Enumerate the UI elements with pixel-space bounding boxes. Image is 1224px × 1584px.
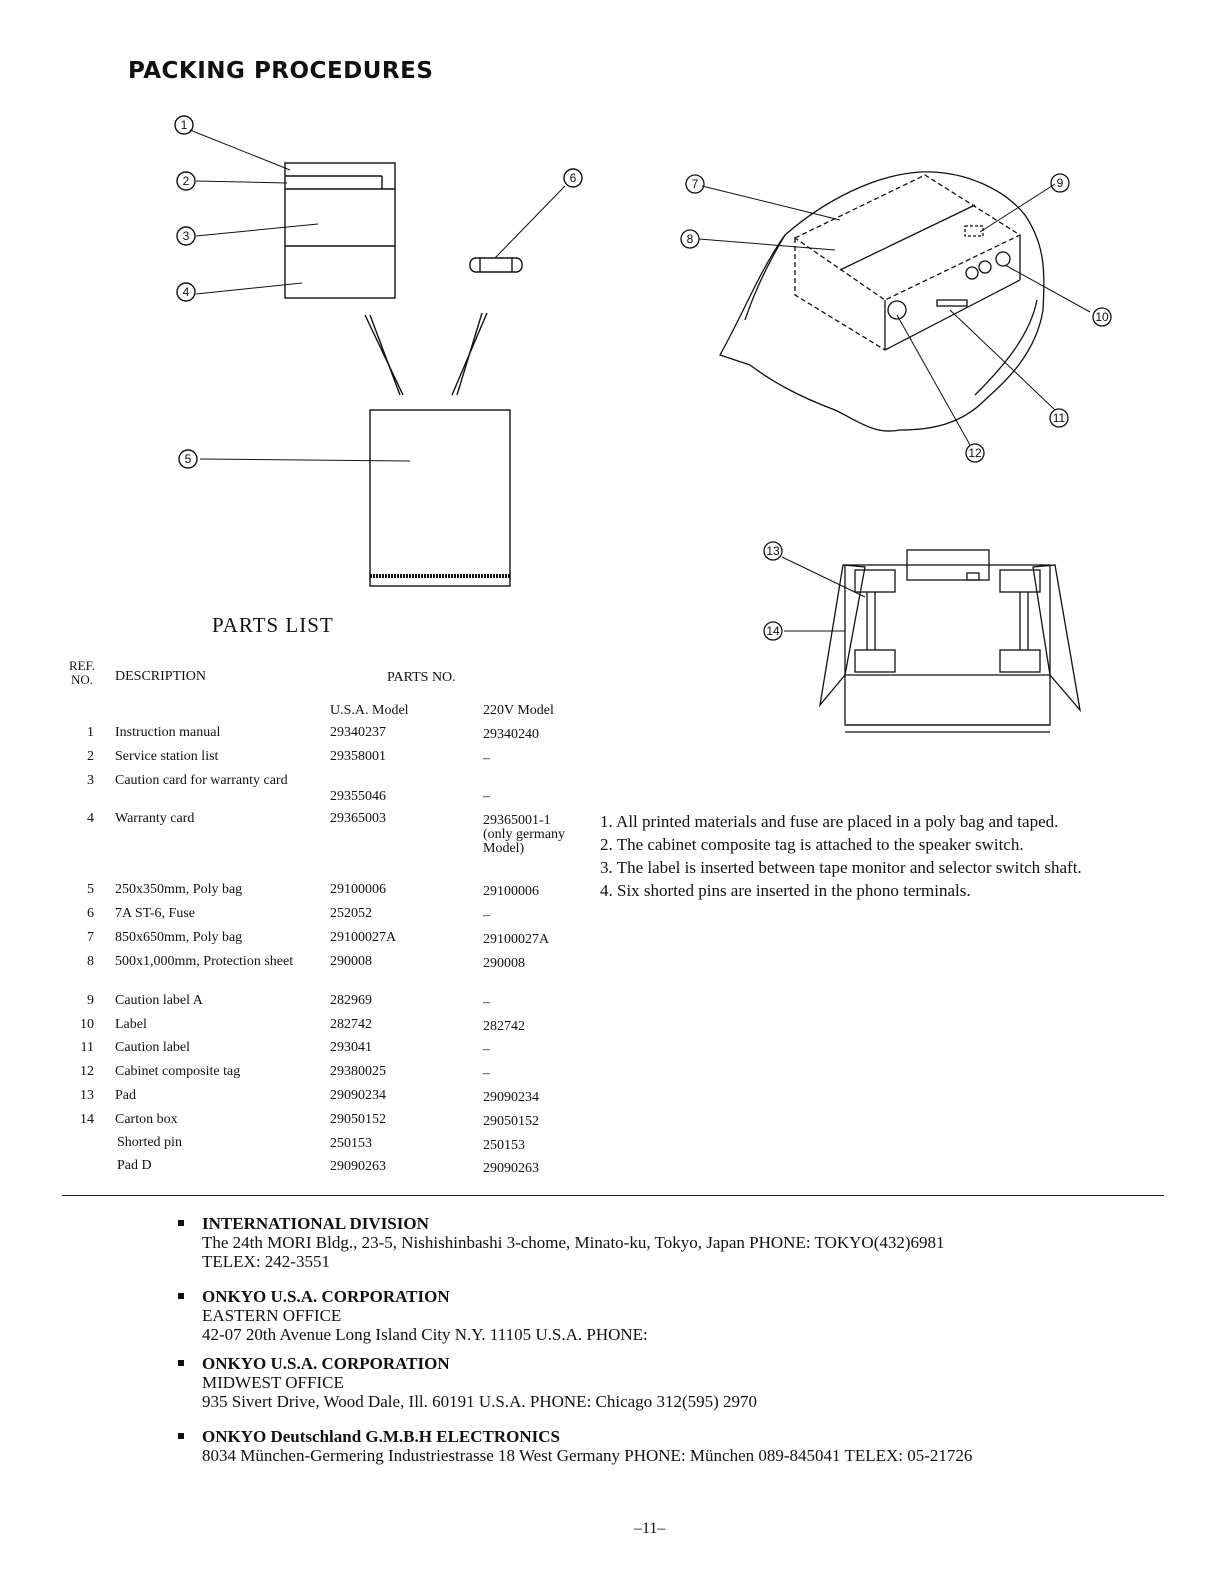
row-description: 500x1,000mm, Protection sheet — [115, 954, 294, 969]
row-ref: 7 — [87, 930, 94, 945]
row-usa-part: 290008 — [330, 954, 372, 969]
bullet-icon — [178, 1360, 184, 1366]
row-220v-part: 29050152 — [483, 1114, 539, 1129]
page-number: –11– — [634, 1520, 666, 1537]
callout-7: 7 — [691, 177, 699, 191]
callout-9: 9 — [1056, 176, 1064, 190]
address-germany — [178, 1427, 972, 1465]
row-usa-part: 252052 — [330, 906, 372, 921]
row-220v-part: 282742 — [483, 1019, 525, 1034]
callout-10: 10 — [1095, 310, 1109, 324]
row-usa-part: 29358001 — [330, 749, 386, 764]
row-ref: 6 — [87, 906, 94, 921]
address-name: INTERNATIONAL DIVISION — [202, 1214, 429, 1233]
row-ref: 4 — [87, 811, 94, 826]
row-220v-part: – — [483, 908, 490, 923]
usa-model-column-header: U.S.A. Model — [330, 703, 409, 718]
carton-box-diagram — [755, 535, 1090, 740]
row-description: Caution label A — [115, 993, 203, 1008]
callout-3: 3 — [182, 229, 190, 243]
address-name: ONKYO Deutschland G.M.B.H ELECTRONICS — [202, 1427, 560, 1446]
row-ref: 5 — [87, 882, 94, 897]
callout-1: 1 — [180, 118, 188, 132]
row-usa-part: 250153 — [330, 1136, 372, 1151]
parts-no-column-header: PARTS NO. — [387, 670, 456, 685]
packing-notes — [600, 810, 1082, 902]
row-220v-part: 29090234 — [483, 1090, 539, 1105]
callout-14: 14 — [766, 624, 780, 638]
row-220v-part: 290008 — [483, 956, 525, 971]
row-usa-part: 29100006 — [330, 882, 386, 897]
row-description: Label — [115, 1017, 147, 1032]
callout-5: 5 — [184, 452, 192, 466]
row-220v-part: – — [483, 751, 490, 766]
row-ref: 8 — [87, 954, 94, 969]
row-usa-part: 29380025 — [330, 1064, 386, 1079]
parts-list-heading: PARTS LIST — [212, 613, 334, 637]
row-description: Warranty card — [115, 811, 195, 826]
row-usa-part: 29340237 — [330, 725, 386, 740]
row-usa-part: 29050152 — [330, 1112, 386, 1127]
row-description: Shorted pin — [117, 1135, 182, 1150]
callout-8: 8 — [686, 232, 694, 246]
note-item: 1. All printed materials and fuse are placed in a poly bag and taped. — [600, 812, 1059, 831]
row-description: 7A ST-6, Fuse — [115, 906, 196, 921]
row-ref: 2 — [87, 749, 94, 764]
row-usa-part: 29365003 — [330, 811, 386, 826]
address-line: 42-07 20th Avenue Long Island City N.Y. 11105 U.S.A. PHONE: — [202, 1325, 648, 1344]
row-description: Pad D — [117, 1158, 152, 1173]
printed-materials-diagram — [160, 110, 600, 600]
row-description: Cabinet composite tag — [115, 1064, 241, 1079]
row-ref: 14 — [80, 1112, 94, 1127]
row-description: Pad — [115, 1088, 136, 1103]
note-item: 4. Six shorted pins are inserted in the phono terminals. — [600, 881, 971, 900]
row-220v-part: – — [483, 789, 490, 804]
callout-12: 12 — [968, 446, 982, 460]
description-column-header: DESCRIPTION — [115, 669, 207, 684]
callout-13: 13 — [766, 544, 780, 558]
unit-in-bag-diagram — [675, 160, 1120, 470]
row-ref: 11 — [80, 1040, 94, 1055]
bullet-icon — [178, 1220, 184, 1226]
address-international — [178, 1214, 945, 1271]
row-usa-part: 282969 — [330, 993, 372, 1008]
row-ref: 10 — [80, 1017, 94, 1032]
bullet-icon — [178, 1293, 184, 1299]
callout-6: 6 — [569, 171, 577, 185]
row-description: Instruction manual — [115, 725, 221, 740]
row-ref: 1 — [87, 725, 94, 740]
row-description: 250x350mm, Poly bag — [115, 882, 243, 897]
address-usa-midwest — [178, 1354, 757, 1411]
address-line: EASTERN OFFICE — [202, 1306, 342, 1325]
row-usa-part: 29355046 — [330, 789, 386, 804]
divider — [62, 1195, 1164, 1196]
row-220v-part: 29365001-1 (only germany Model) — [483, 813, 566, 856]
ref-column-header: REF. NO. — [68, 658, 96, 687]
callout-4: 4 — [182, 285, 190, 299]
address-name: ONKYO U.S.A. CORPORATION — [202, 1354, 450, 1373]
row-usa-part: 29090263 — [330, 1159, 386, 1174]
row-description: Carton box — [115, 1112, 178, 1127]
row-ref: 13 — [80, 1088, 94, 1103]
bullet-icon — [178, 1433, 184, 1439]
address-line: 935 Sivert Drive, Wood Dale, Ill. 60191 U.S.A. PHONE: Chicago 312(595) 2970 — [202, 1392, 758, 1411]
row-ref: 3 — [87, 773, 94, 788]
row-description: Caution label — [115, 1040, 191, 1055]
page-title: PACKING PROCEDURES — [128, 58, 434, 84]
row-220v-part: 29100006 — [483, 884, 539, 899]
row-220v-part: 29100027A — [483, 932, 550, 947]
address-name: ONKYO U.S.A. CORPORATION — [202, 1287, 450, 1306]
callout-11: 11 — [1052, 411, 1066, 425]
row-220v-part: – — [483, 1066, 490, 1081]
row-description: Service station list — [115, 749, 219, 764]
address-usa-eastern — [178, 1287, 648, 1344]
row-description: 850x650mm, Poly bag — [115, 930, 243, 945]
row-220v-part: 29090263 — [483, 1161, 539, 1176]
address-line: 8034 München-Germering Industriestrasse 18 West Germany PHONE: München 089-845041 TELEX: 05-21726 — [202, 1446, 973, 1465]
row-description: Caution card for warranty card — [115, 773, 288, 788]
220v-model-column-header: 220V Model — [483, 703, 554, 718]
callout-2: 2 — [182, 174, 190, 188]
address-line: MIDWEST OFFICE — [202, 1373, 344, 1392]
note-item: 2. The cabinet composite tag is attached to the speaker switch. — [600, 835, 1024, 854]
row-usa-part: 293041 — [330, 1040, 372, 1055]
note-item: 3. The label is inserted between tape monitor and selector switch shaft. — [600, 858, 1082, 877]
address-line: The 24th MORI Bldg., 23-5, Nishishinbashi 3-chome, Minato-ku, Tokyo, Japan PHONE: TOKYO(432)6981 — [202, 1233, 945, 1252]
row-220v-part: 250153 — [483, 1138, 525, 1153]
row-usa-part: 29090234 — [330, 1088, 386, 1103]
row-usa-part: 29100027A — [330, 930, 397, 945]
row-ref: 9 — [87, 993, 94, 1008]
row-220v-part: – — [483, 995, 490, 1010]
row-220v-part: – — [483, 1042, 490, 1057]
row-220v-part: 29340240 — [483, 727, 539, 742]
row-ref: 12 — [80, 1064, 94, 1079]
row-usa-part: 282742 — [330, 1017, 372, 1032]
address-line: TELEX: 242-3551 — [202, 1252, 330, 1271]
